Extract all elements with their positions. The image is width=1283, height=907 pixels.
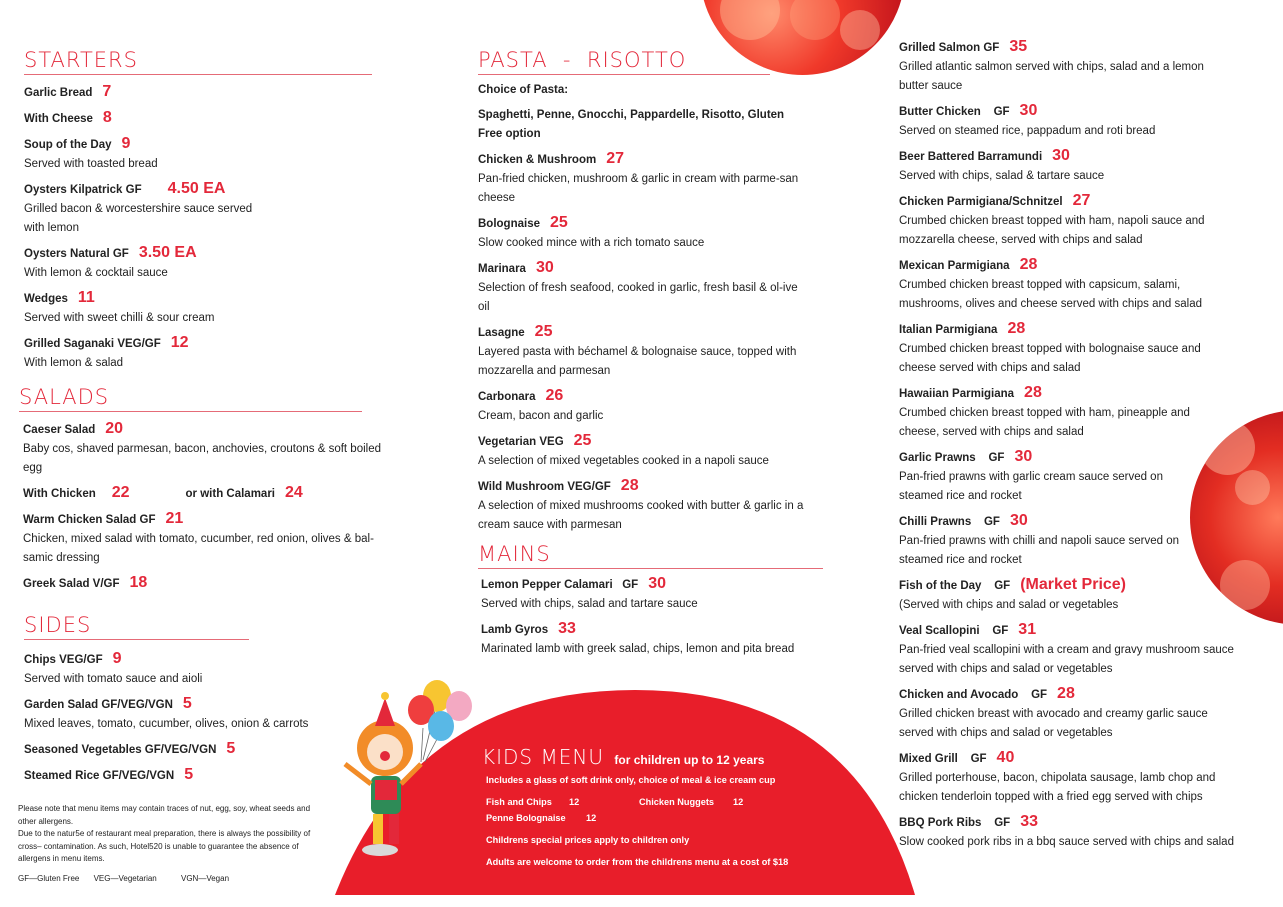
list-item	[899, 512, 1254, 570]
item-desc: Slow cooked pork ribs in a bbq sauce served with chips and salad	[899, 836, 1234, 848]
kids-item-name: Fish and Chips	[486, 797, 552, 807]
list-item	[481, 620, 823, 659]
kids-includes: Includes a glass of soft drink only, choice of meal & ice cream cup	[486, 775, 776, 785]
kids-note-adults: Adults are welcome to order from the childrens menu at a cost of $18	[486, 857, 789, 867]
sides-title: SIDES	[24, 613, 249, 640]
mains-left-section	[478, 542, 823, 659]
item-desc: Pan-fried prawns with garlic cream sauce served on steamed rice and rocket	[899, 471, 1163, 502]
kids-item-price: 12	[733, 797, 744, 807]
item-price: 28	[1024, 384, 1042, 401]
item-name: Lemon Pepper Calamari GF	[481, 579, 639, 591]
kids-item-name: Penne Bolognaise	[486, 813, 566, 823]
clown-illustration	[335, 680, 475, 870]
item-price: 30	[1009, 512, 1028, 529]
item-desc: Layered pasta with béchamel & bolognaise sauce, topped with mozzarella and parmesan	[478, 346, 797, 377]
item-name: Chips VEG/GF	[24, 654, 103, 666]
item-name: Soup of the Day	[24, 139, 112, 151]
item-price: 5	[184, 766, 194, 783]
kids-subtitle: for children up to 12 years	[614, 753, 765, 767]
list-item	[478, 259, 818, 317]
list-item	[478, 214, 818, 253]
item-price: 33	[1020, 813, 1038, 830]
item-price: 33	[558, 620, 576, 637]
kids-item-price: 12	[586, 813, 597, 823]
starters-list	[24, 83, 404, 373]
starters-title: STARTERS	[24, 48, 372, 75]
item-price: 28	[1007, 320, 1026, 337]
item-desc: Grilled porterhouse, bacon, chipolata sausage, lamb chop and chicken tenderloin topped with a fried egg served with chips	[899, 772, 1216, 803]
item-name: Chicken Parmigiana/Schnitzel	[899, 196, 1063, 208]
item-price: 27	[606, 150, 625, 167]
item-desc: Pan-fried prawns with chilli and napoli sauce served on steamed rice and rocket	[899, 535, 1179, 566]
item-price: 25	[573, 432, 592, 449]
legend-gf: GF—Gluten Free	[18, 874, 80, 883]
item-name: Mixed Grill GF	[899, 753, 987, 765]
item-name: Caeser Salad	[23, 424, 96, 436]
allergen-text: Please note that menu items may contain traces of nut, egg, soy, wheat seeds and other allergens.	[18, 804, 311, 826]
item-name: Steamed Rice GF/VEG/VGN	[24, 770, 175, 782]
list-item	[24, 244, 404, 283]
choice-list: Spaghetti, Penne, Gnocchi, Pappardelle, Risotto, Gluten Free option	[478, 109, 785, 140]
item-name: Oysters Natural GF	[24, 248, 129, 260]
item-extra: or with Calamari	[185, 488, 275, 500]
item-name: Bolognaise	[478, 218, 540, 230]
item-desc: Served with sweet chilli & sour cream	[24, 312, 215, 324]
mains-title: MAINS	[478, 542, 823, 569]
list-item	[24, 695, 354, 734]
list-item	[24, 135, 404, 174]
list-item	[24, 180, 404, 238]
item-desc: Crumbed chicken breast topped with ham, napoli sauce and mozzarella cheese, served with chips and salad	[899, 215, 1205, 246]
list-item	[24, 83, 404, 103]
item-desc: Served with tomato sauce and aioli	[24, 673, 203, 685]
pasta-section	[478, 48, 818, 535]
item-price: 3.50 EA	[138, 244, 197, 261]
item-name: Hawaiian Parmigiana	[899, 388, 1015, 400]
pasta-choice	[478, 81, 818, 144]
item-price: 4.50 EA	[167, 180, 226, 197]
item-extra-price: 24	[285, 484, 303, 501]
list-item	[24, 740, 354, 760]
item-name: Wild Mushroom VEG/GF	[478, 481, 611, 493]
choice-label: Choice of Pasta:	[478, 84, 569, 96]
list-item	[899, 749, 1254, 807]
list-item	[899, 621, 1254, 679]
item-name: Chicken and Avocado GF	[899, 689, 1048, 701]
list-item	[899, 813, 1254, 852]
item-desc: Cream, bacon and garlic	[478, 410, 604, 422]
item-desc: With lemon & cocktail sauce	[24, 267, 168, 279]
list-item	[899, 147, 1254, 186]
item-name: Warm Chicken Salad GF	[23, 514, 156, 526]
item-price: 9	[112, 650, 122, 667]
list-item	[899, 256, 1254, 314]
item-desc: Grilled chicken breast with avocado and creamy garlic sauce served with chips and salad or vegetables	[899, 708, 1208, 739]
item-price: 25	[549, 214, 568, 231]
item-desc: Grilled bacon & worcestershire sauce served with lemon	[24, 203, 253, 234]
item-price: 12	[170, 334, 189, 351]
item-price: 28	[1019, 256, 1038, 273]
sides-section	[24, 613, 354, 786]
item-price: 25	[534, 323, 553, 340]
item-desc: Slow cooked mince with a rich tomato sauce	[478, 237, 705, 249]
item-name: Garlic Bread	[24, 87, 93, 99]
item-desc: Selection of fresh seafood, cooked in garlic, fresh basil & ol-ive oil	[478, 282, 798, 313]
item-price: 9	[121, 135, 131, 152]
item-price: 5	[182, 695, 192, 712]
item-desc: Grilled atlantic salmon served with chips, salad and a lemon butter sauce	[899, 61, 1204, 92]
legend-vgn: VGN—Vegan	[180, 874, 230, 883]
list-item	[24, 289, 404, 328]
item-desc: Crumbed chicken breast topped with bolognaise sauce and cheese served with chips and salad	[899, 343, 1201, 374]
item-price: 27	[1072, 192, 1091, 209]
item-desc: Served with toasted bread	[24, 158, 158, 170]
item-price: 11	[77, 289, 95, 306]
item-name: Lamb Gyros	[481, 624, 549, 636]
mains-right-column	[899, 38, 1254, 852]
kids-note-prices: Childrens special prices apply to children only	[486, 835, 690, 845]
list-item	[23, 484, 399, 504]
item-name: Butter Chicken GF	[899, 106, 1010, 118]
legend	[18, 873, 318, 886]
salads-title: SALADS	[19, 385, 362, 412]
item-price: (Market Price)	[1020, 576, 1127, 593]
item-desc: Served with chips, salad & tartare sauce	[899, 170, 1105, 182]
kids-item-name: Chicken Nuggets	[639, 797, 715, 807]
list-item	[23, 510, 399, 568]
item-desc: Pan-fried chicken, mushroom & garlic in cream with parme-san cheese	[478, 173, 799, 204]
kids-item-price: 12	[569, 797, 580, 807]
legend-veg: VEG—Vegetarian	[93, 874, 157, 883]
item-name: BBQ Pork Ribs GF	[899, 817, 1011, 829]
item-name: Seasoned Vegetables GF/VEG/VGN	[24, 744, 217, 756]
item-desc: Chicken, mixed salad with tomato, cucumber, red onion, olives & bal-samic dressing	[23, 533, 374, 564]
left-column	[24, 48, 404, 373]
item-name: Garden Salad GF/VEG/VGN	[24, 699, 173, 711]
item-price: 30	[1014, 448, 1033, 465]
item-price: 26	[545, 387, 564, 404]
list-item	[24, 650, 354, 689]
item-name: Grilled Salmon GF	[899, 42, 1000, 54]
list-item	[899, 384, 1254, 442]
item-name: Carbonara	[478, 391, 536, 403]
item-price: 20	[105, 420, 124, 437]
item-price: 28	[1057, 685, 1075, 702]
list-item	[478, 323, 818, 381]
item-desc: Baby cos, shaved parmesan, bacon, anchovies, croutons & soft boiled egg	[23, 443, 381, 474]
item-desc: A selection of mixed vegetables cooked in a napoli sauce	[478, 455, 769, 467]
item-price: 35	[1009, 38, 1028, 55]
item-price: 30	[1019, 102, 1038, 119]
item-price: 5	[226, 740, 236, 757]
list-item	[481, 575, 823, 614]
item-desc: Mixed leaves, tomato, cucumber, olives, onion & carrots	[24, 718, 309, 730]
item-name: Wedges	[24, 293, 68, 305]
item-name: Italian Parmigiana	[899, 324, 998, 336]
item-price: 30	[535, 259, 554, 276]
list-item	[899, 448, 1254, 506]
list-item	[899, 685, 1254, 743]
kids-menu	[335, 690, 915, 895]
pasta-title: PASTA - RISOTTO	[478, 48, 770, 75]
item-name: Greek Salad V/GF	[23, 578, 120, 590]
item-desc: Crumbed chicken breast topped with ham, pineapple and cheese, served with chips and salad	[899, 407, 1190, 438]
item-desc: Marinated lamb with greek salad, chips, lemon and pita bread	[481, 643, 795, 655]
list-item	[478, 432, 818, 471]
item-price: 30	[1052, 147, 1070, 164]
item-desc: Crumbed chicken breast topped with capsicum, salami, mushrooms, olives and cheese served with chips and salad	[899, 279, 1202, 310]
item-price: 18	[129, 574, 148, 591]
item-desc: Pan-fried veal scallopini with a cream and gravy mushroom sauce served with chips and salad or vegetables	[899, 644, 1234, 675]
prep-text: Due to the natur5e of restaurant meal preparation, there is always the possibility of cross– contamination. As such, Hotel520 is unable to guarantee the absence of allergens in menu items.	[18, 829, 311, 863]
list-item	[23, 420, 399, 478]
salads-section	[19, 385, 399, 594]
list-item	[899, 576, 1254, 615]
item-desc: A selection of mixed mushrooms cooked with butter & garlic in a cream sauce with parmesan	[478, 500, 804, 531]
item-name: Marinara	[478, 263, 526, 275]
list-item	[478, 387, 818, 426]
item-price: 8	[102, 109, 112, 126]
kids-title-row	[482, 745, 764, 769]
item-name: Grilled Saganaki VEG/GF	[24, 338, 161, 350]
list-item	[899, 320, 1254, 378]
item-price: 21	[165, 510, 184, 527]
item-price: 40	[996, 749, 1015, 766]
list-item	[23, 574, 399, 594]
list-item	[478, 150, 818, 208]
item-name: Vegetarian VEG	[478, 436, 564, 448]
item-name: Oysters Kilpatrick GF	[24, 184, 142, 196]
item-name: Chicken & Mushroom	[478, 154, 597, 166]
item-desc: Served with chips, salad and tartare sauce	[481, 598, 698, 610]
item-desc: Served on steamed rice, pappadum and roti bread	[899, 125, 1156, 137]
list-item	[899, 38, 1254, 96]
item-name: Veal Scallopini GF	[899, 625, 1009, 637]
item-name: Garlic Prawns GF	[899, 452, 1005, 464]
item-name: With Chicken	[23, 488, 96, 500]
item-desc: With lemon & salad	[24, 357, 124, 369]
list-item	[24, 109, 404, 129]
list-item	[899, 192, 1254, 250]
item-price: 30	[648, 575, 667, 592]
item-price: 22	[111, 484, 130, 501]
item-price: 31	[1018, 621, 1037, 638]
list-item	[24, 766, 354, 786]
list-item	[899, 102, 1254, 141]
item-desc: (Served with chips and salad or vegetables	[899, 599, 1119, 611]
list-item	[478, 477, 818, 535]
list-item	[24, 334, 404, 373]
item-name: With Cheese	[24, 113, 93, 125]
item-name: Fish of the Day GF	[899, 580, 1011, 592]
item-price: 28	[620, 477, 639, 494]
item-name: Mexican Parmigiana	[899, 260, 1010, 272]
item-name: Chilli Prawns GF	[899, 516, 1000, 528]
item-price: 7	[102, 83, 112, 100]
allergen-note	[18, 803, 318, 866]
item-name: Beer Battered Barramundi	[899, 151, 1043, 163]
item-name: Lasagne	[478, 327, 525, 339]
kids-title: KIDS MENU	[482, 745, 604, 769]
